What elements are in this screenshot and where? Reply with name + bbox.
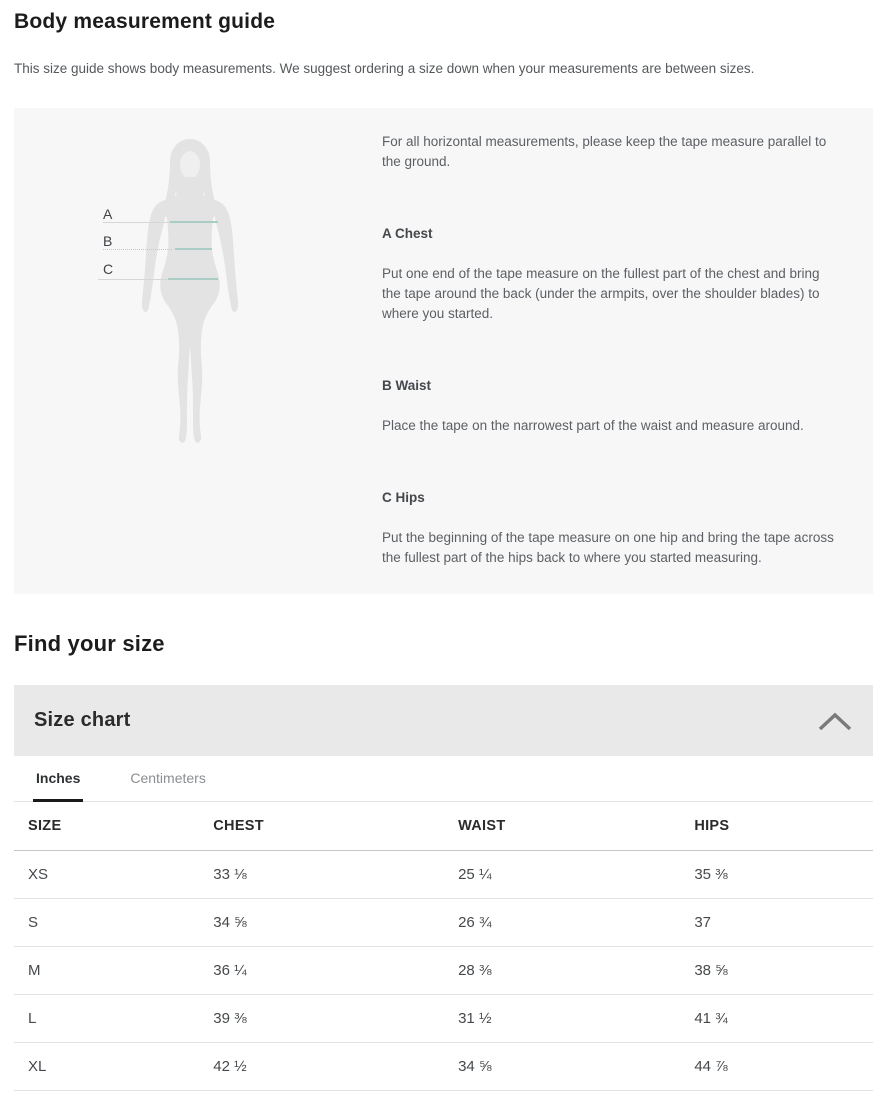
section-title-hips: C Hips — [382, 490, 425, 505]
table-header-row — [14, 802, 873, 850]
cell-hips: 35 ⅜ — [694, 850, 873, 898]
cell-size: L — [14, 994, 213, 1042]
tab-inches-label: Inches — [36, 769, 81, 786]
marker-label-c: C — [103, 261, 114, 277]
measurement-guide-panel — [14, 108, 873, 594]
measurement-line-chest — [103, 221, 218, 223]
cell-waist: 25 ¼ — [458, 850, 694, 898]
table-row-xs — [14, 850, 873, 898]
size-chart-accordion-header[interactable] — [14, 685, 873, 756]
page-title: Body measurement guide — [14, 10, 276, 33]
cell-chest: 36 ¼ — [213, 946, 458, 994]
cell-chest: 42 ½ — [213, 1042, 458, 1090]
line-b-body-segment — [175, 248, 212, 250]
cell-size: XS — [14, 850, 213, 898]
cell-waist: 28 ⅜ — [458, 946, 694, 994]
cell-hips: 37 — [694, 898, 873, 946]
marker-label-b: B — [103, 233, 113, 249]
cell-chest: 34 ⅝ — [213, 898, 458, 946]
guide-intro-text: For all horizontal measurements, please keep the tape measure parallel to the ground. — [382, 134, 827, 169]
figure-area — [14, 108, 382, 594]
line-a-leader — [103, 222, 170, 223]
tab-centimeters-label: Centimeters — [130, 769, 206, 786]
table-row-xl — [14, 1042, 873, 1090]
measurement-instructions — [382, 108, 873, 594]
chevron-up-icon[interactable] — [817, 710, 853, 732]
cell-chest: 39 ⅜ — [213, 994, 458, 1042]
column-header-waist: WAIST — [458, 802, 694, 850]
line-c-body-segment — [168, 278, 218, 280]
page-subtitle: This size guide shows body measurements. We suggest ordering a size down when your measurements are between sizes. — [14, 61, 755, 76]
cell-waist: 26 ¾ — [458, 898, 694, 946]
find-your-size-heading: Find your size — [14, 631, 165, 656]
table-row-m — [14, 946, 873, 994]
line-b-leader — [103, 249, 172, 250]
cell-waist: 31 ½ — [458, 994, 694, 1042]
cell-chest: 33 ⅛ — [213, 850, 458, 898]
size-chart-title: Size chart — [34, 709, 131, 731]
table-row-s — [14, 898, 873, 946]
column-header-hips: HIPS — [694, 802, 873, 850]
section-body-chest: Put one end of the tape measure on the fullest part of the chest and bring the tape around the back (under the armpits, over the shoulder blades) to where you started. — [382, 266, 820, 321]
cell-size: XL — [14, 1042, 213, 1090]
body-silhouette-figure — [135, 139, 245, 449]
marker-label-a: A — [103, 206, 113, 222]
measurement-line-hips — [98, 278, 218, 280]
cell-hips: 41 ¾ — [694, 994, 873, 1042]
section-body-hips: Put the beginning of the tape measure on one hip and bring the tape across the fullest part of the hips back to where you started measuring. — [382, 530, 834, 565]
cell-size: M — [14, 946, 213, 994]
line-a-body-segment — [170, 221, 218, 223]
cell-hips: 44 ⅞ — [694, 1042, 873, 1090]
column-header-chest: CHEST — [213, 802, 458, 850]
section-body-waist: Place the tape on the narrowest part of the waist and measure around. — [382, 418, 804, 433]
line-c-leader — [98, 279, 168, 280]
cell-waist: 34 ⅝ — [458, 1042, 694, 1090]
section-title-chest: A Chest — [382, 226, 433, 241]
unit-tabs — [14, 756, 873, 802]
table-row-l — [14, 994, 873, 1042]
tab-inches[interactable] — [33, 756, 83, 802]
cell-hips: 38 ⅝ — [694, 946, 873, 994]
measurement-line-waist — [103, 248, 212, 250]
section-title-waist: B Waist — [382, 378, 432, 393]
column-header-size: SIZE — [14, 802, 213, 850]
cell-size: S — [14, 898, 213, 946]
size-chart-table — [14, 802, 873, 1091]
tab-centimeters[interactable] — [127, 756, 208, 802]
